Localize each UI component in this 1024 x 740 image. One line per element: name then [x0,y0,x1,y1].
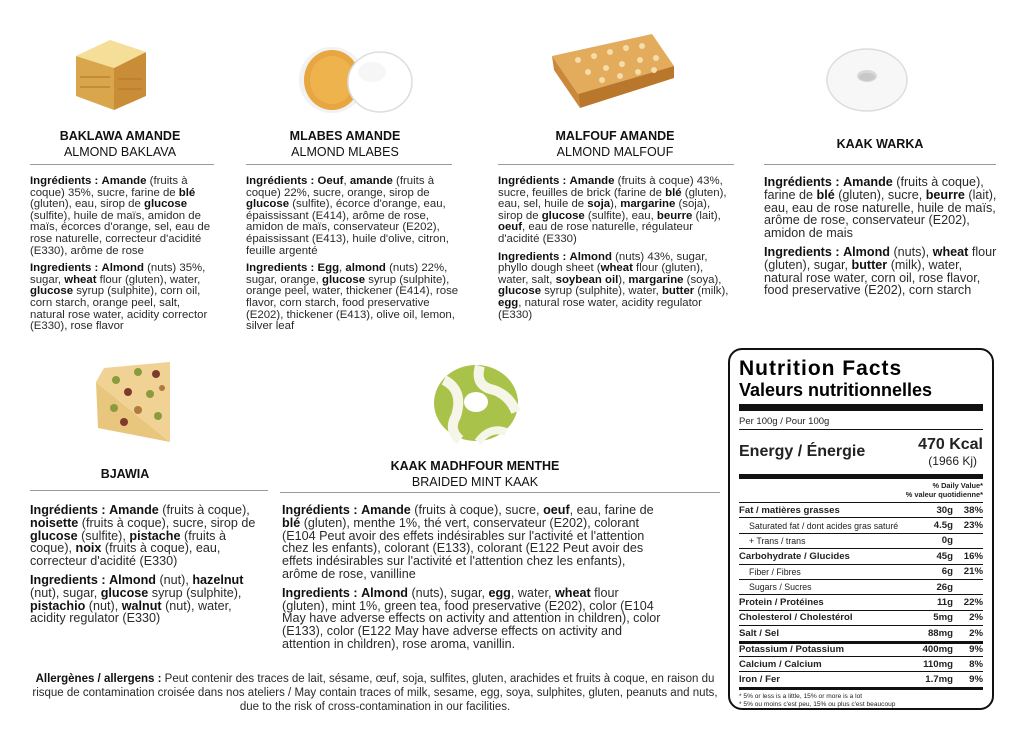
ingredient-text: (milk), [694,285,729,298]
allergen-highlight: Amande [843,175,893,189]
title-en: ALMOND MALFOUF [556,145,674,159]
nutrient-name: Carbohydrate / Glucides [739,550,850,562]
nutrient-name: Cholesterol / Cholestérol [739,612,853,624]
nutrient-percent: 38% [963,504,983,516]
allergen-highlight: hazelnut [192,572,244,587]
nutrient-name: Salt / Sel [739,627,779,639]
ingredient-text: (fruits à coque) 35%, sucre, farine de [30,175,188,199]
mlabes-image [296,26,416,122]
ingredient-text: syrup (sulphite), orange peel, water, thickener (E414), rose flavor, corn starch, food preservative (E202), thickener (E413), olive oil, lemon, silver leaf [246,273,459,333]
nutrient-name: Fat / matières grasses [739,504,840,516]
ingredients-label: Ingredients : [498,250,567,263]
allergen-highlight: wheat [932,244,969,259]
ingredient-text: (sulfite), écorce d'orange, eau, épaississant (E414), arôme de rose, amidon de maïs, conservateur (E202), épaississant (E413), huile d'olive, citron, feuille argenté [246,198,449,257]
allergen-highlight: Almond [361,585,408,600]
ingredient-text: (nuts) 35%, sugar, [30,262,206,286]
ingredient-text: (nuts), [889,244,933,259]
allergen-highlight: wheat [64,273,97,286]
allergen-highlight: amande [349,175,393,187]
ingredients-label: Ingrédients : [246,175,315,187]
ingredients-fr [498,176,734,246]
serving-size: Per 100g / Pour 100g [739,416,830,427]
allergens-label: Allergènes / allergens : [35,673,162,685]
divider [30,164,214,165]
allergen-highlight: glucose [143,198,188,211]
title-en: BRAIDED MINT KAAK [411,475,539,489]
ingredient-text: (lait), [692,209,721,222]
malfouf-image [548,26,678,116]
ingredients-label: Ingrédients : [498,175,567,187]
ingredient-text: (sulfite), eau, [584,209,657,222]
kaak-warka-image [822,40,912,114]
ingredients-label: Ingredients : [30,262,99,275]
allergen-highlight: Almond [101,262,144,275]
allergen-highlight: Amande [361,503,411,517]
allergen-highlight: glucose [100,585,149,600]
nutrient-percent: 8% [969,658,983,670]
nutrient-row [739,579,983,594]
ingredient-text: (soja), sirop de [498,198,711,222]
kaak-madhfour-image [430,360,522,446]
ingredient-text: (fruits à coque), eau, correcteur d'acidité (E330) [30,541,221,569]
nutrient-name: Protein / Protéines [739,597,824,609]
allergen-highlight: Amande [109,503,159,517]
nutrient-rows [739,502,983,687]
allergen-highlight: glucose [246,198,290,211]
ingredients-en [498,252,734,322]
allergen-highlight: Egg [317,262,340,275]
nutrient-percent: 16% [963,550,983,562]
divider [764,164,996,165]
nutrient-row [739,502,983,517]
allergens-text: Peut contenir des traces de lait, sésame, œuf, soja, sulfites, gluten, arachides et fruits à coque, en raison du risque de contamination croisée dans nos ateliers / May contain traces of milk, sesame, egg, soya, sulphites, gluten, peanuts and nuts, due to the risk of cross-contamination in our facilities. [32,673,718,713]
divider [30,490,268,491]
allergen-highlight: egg [488,585,511,600]
allergen-highlight: blé [816,187,835,202]
ingredients-en [30,574,266,625]
allergen-highlight: egg [498,296,519,309]
nutrient-percent: 2% [969,612,983,624]
ingredients-label: Ingredients : [282,585,358,600]
ingredient-text: (nuts) 22%, sugar, orange, [246,262,448,286]
allergen-highlight: glucose [498,285,542,298]
nutrient-percent: 23% [963,520,983,532]
allergen-highlight: almond [345,262,386,275]
nutrient-percent: 21% [963,566,983,578]
nutrient-row [739,517,983,532]
allergen-highlight: Almond [569,250,612,263]
nutrient-amount: 5mg [933,612,953,624]
nutrient-row [739,656,983,671]
nutrient-row [739,610,983,625]
ingredients-label: Ingrédients : [30,503,106,517]
nutrient-row [739,625,983,640]
allergen-highlight: soja [587,198,611,211]
allergen-highlight: glucose [30,285,74,298]
ingredients [764,176,1000,303]
title-fr: MLABES AMANDE [289,129,401,143]
divider [280,492,720,493]
energy-kj: (1966 Kj) [928,454,977,468]
ingredient-text: , [343,175,350,187]
ingredient-text: syrup (sulphite), water, [541,285,662,298]
allergen-highlight: beurre [656,209,693,222]
nutrient-amount: 400mg [922,644,953,656]
ingredient-text: flour (gluten), sugar, [764,244,997,272]
nutrient-name: Saturated fat / dont acides gras saturé [749,520,899,531]
dv-line-fr: % valeur quotidienne* [905,489,983,499]
ingredient-text: (fruits à coque) 22%, sucre, orange, sirop de [246,175,435,199]
nutrient-row [739,641,983,656]
allergen-highlight: blé [282,515,301,530]
ingredients-fr [246,176,466,257]
title-en: ALMOND MLABES [291,145,399,159]
allergen-highlight: oeuf [498,221,523,234]
nutrient-row [739,533,983,548]
ingredient-text: , eau, farine de [569,503,654,517]
nutrition-facts-panel [728,348,994,710]
allergen-highlight: pistache [129,528,181,543]
nutrient-amount: 88mg [927,627,953,639]
allergen-highlight: glucose [541,209,585,222]
allergen-highlight: butter [851,257,888,272]
nutrient-amount: 4.5g [933,520,953,532]
ingredient-text: (gluten), eau, sel, huile de [498,186,727,211]
ingredients-fr [282,504,664,581]
energy-kcal: 470 Kcal [918,436,983,453]
ingredient-text: flour (gluten), mint 1%, green tea, food preservative (E202), color (E104 May have adverse effects on activity and attention in children), color (E133), color (E122 May have adverse effects on activity and attention in children), rose aroma, vanillin. [282,585,661,651]
daily-value-header [739,479,983,502]
ingredients-label: Ingredients : [764,244,840,259]
ingredients-label: Ingrédients : [764,175,840,189]
title-en: ALMOND BAKLAVA [63,145,177,159]
allergen-highlight: margarine [628,273,684,286]
title-fr: BAKLAWA AMANDE [59,129,181,143]
nutrient-name: Calcium / Calcium [739,658,822,670]
footnote-en: * 5% or less is a little, 15% or more is a lot [739,692,863,700]
nutrient-amount: 1.7mg [925,673,953,685]
ingredient-text: (nuts) 43%, sugar, phyllo dough sheet ( [498,250,708,275]
ingredients [30,504,266,631]
ingredients-en [30,263,216,333]
ingredients [246,176,466,339]
nutrient-percent: 9% [969,673,983,685]
nutrient-amount: 30g [936,504,953,516]
divider [498,164,734,165]
allergen-highlight: Almond [843,244,890,259]
ingredient-text: , [339,262,346,275]
nutrient-name: Fiber / Fibres [749,566,801,577]
ingredient-text: (fruits à coque), farine de [764,175,984,202]
allergen-highlight: noisette [30,515,79,530]
allergen-highlight: glucose [30,528,78,543]
ingredient-text: ), [610,198,621,211]
nutrient-row [739,594,983,609]
ingredients-label: Ingredients : [30,572,106,587]
dv-line-en: % Daily Value* [932,481,983,490]
allergen-highlight: wheat [554,585,591,600]
nutrition-footnote [739,687,983,709]
ingredient-text: (nut), sugar, [30,585,101,600]
nutrient-row [739,564,983,579]
nutrient-percent: 9% [969,644,983,656]
title-fr: BJAWIA [100,467,150,481]
allergen-highlight: wheat [600,262,633,275]
nutrient-amount: 45g [936,550,953,562]
allergen-highlight: noix [75,541,102,556]
allergen-highlight: Oeuf [317,175,344,187]
allergen-highlight: oeuf [543,503,570,517]
energy-label: Energy / Énergie [739,443,866,460]
allergen-highlight: beurre [925,187,965,202]
ingredient-text: (nut), [155,572,193,587]
allergen-highlight: walnut [121,598,162,613]
nutrient-amount: 0g [941,535,953,547]
allergen-highlight: glucose [322,273,366,286]
ingredients-en [282,587,664,651]
ingredient-text: (lait), eau, eau de rose naturelle, huile de maïs, arôme de rose, conservateur (E202), amidon de mais [764,187,997,241]
ingredient-text: (nut), [85,598,122,613]
ingredients-label: Ingrédients : [30,175,99,187]
allergen-highlight: Almond [109,572,156,587]
ingredient-text: (sulfite), huile de maïs, amidon de maïs, écorces d'orange, sel, eau de rose naturelle, correcteur d'acidité (E330), arôme de rose [30,209,211,257]
product-title [520,128,710,160]
ingredient-text: , water, [510,585,555,600]
footnote-fr: * 5% ou moins c'est peu, 15% ou plus c'est beaucoup [739,700,896,708]
nutrition-title: Nutrition Facts [739,357,903,380]
ingredients-fr [764,176,1000,240]
ingredient-text: (fruits à coque), [158,503,250,517]
nutrient-percent: 2% [969,627,983,639]
ingredient-text: (sulfite), [77,528,130,543]
product-title [50,466,200,482]
allergen-highlight: pistachio [30,598,86,613]
nutrient-name: Potassium / Potassium [739,644,845,656]
ingredients-label: Ingredients : [246,262,315,275]
ingredient-text: (nut), water, acidity regulator (E330) [30,598,232,626]
product-title [250,128,440,160]
ingredients [498,176,734,327]
nutrient-name: Iron / Fer [739,673,781,685]
allergen-highlight: margarine [620,198,676,211]
allergen-highlight: butter [661,285,695,298]
ingredient-text: syrup (sulphite), corn oil, corn starch, orange peel, salt, natural rose water, acidity corrector (E330), rose flavor [30,285,208,333]
ingredients-fr [30,504,266,568]
ingredients-label: Ingrédients : [282,503,358,517]
allergen-highlight: Amande [569,175,615,187]
nutrient-percent: 22% [963,597,983,609]
nutrient-amount: 11g [936,597,953,609]
nutrient-row [739,548,983,563]
divider [246,164,452,165]
nutrition-subtitle: Valeurs nutritionnelles [739,380,933,400]
ingredient-text: (gluten), eau, sirop de [30,198,144,211]
energy-value [918,436,983,468]
ingredients-en [764,246,1000,297]
product-title [370,458,580,490]
baklawa-image [70,26,150,116]
ingredient-text: (nuts), sugar, [407,585,489,600]
ingredient-text: , eau de rose naturelle, régulateur d'acidité (E330) [498,221,694,245]
allergens-statement [30,672,720,714]
ingredient-text: syrup (sulphite), [148,585,242,600]
ingredient-text: (fruits à coque), [30,528,226,556]
ingredient-text: (fruits à coque) 43%, sucre, feuilles de brick (farine de [498,175,723,199]
ingredient-text: ), [618,273,629,286]
nutrient-name: Sugars / Sucres [749,582,812,593]
nutrient-amount: 110mg [923,658,953,670]
ingredients-en [246,263,466,333]
bjawia-image [94,358,176,450]
allergen-highlight: blé [178,186,196,199]
ingredients-fr [30,176,216,257]
ingredient-text: (milk), water, natural rose water, corn oil, rose flavor, food preservative (E202), corn starch [764,257,981,298]
thick-divider [739,404,983,411]
energy-row [739,430,983,474]
ingredients [30,176,216,339]
ingredient-text: flour (gluten), water, [96,273,201,286]
product-title [30,128,210,160]
ingredient-text: (gluten), sucre, [834,187,926,202]
product-title [790,136,970,152]
nutrient-amount: 6g [941,566,953,578]
ingredient-text: flour (gluten), water, salt, [498,262,704,286]
ingredients [282,504,664,657]
ingredient-text: (fruits à coque), sucre, [410,503,544,517]
allergen-highlight: soybean oil [555,273,619,286]
ingredient-text: (soya), [683,273,722,286]
ingredient-text: (fruits à coque), sucre, sirop de [78,515,256,530]
nutrient-amount: 26g [936,581,953,593]
allergen-highlight: Amande [101,175,147,187]
ingredient-text: , natural rose water, acidity regulator (E330) [498,296,702,321]
title-fr: KAAK WARKA [836,137,924,151]
nutrient-row [739,671,983,686]
title-fr: MALFOUF AMANDE [555,129,675,143]
nutrient-name: + Trans / trans [749,535,806,546]
title-fr: KAAK MADHFOUR MENTHE [390,459,560,473]
ingredient-text: (gluten), menthe 1%, thé vert, conservateur (E202), colorant (E104 Peut avoir des effets indésirables sur l'activité et l'attention chez les enfants), colorant (E133), colorant (E122 Peut avoir des effets indésirables sur l'activité et l'attention chez les enfants), arôme de rose, vanilline [282,515,645,581]
allergen-highlight: blé [665,186,682,199]
